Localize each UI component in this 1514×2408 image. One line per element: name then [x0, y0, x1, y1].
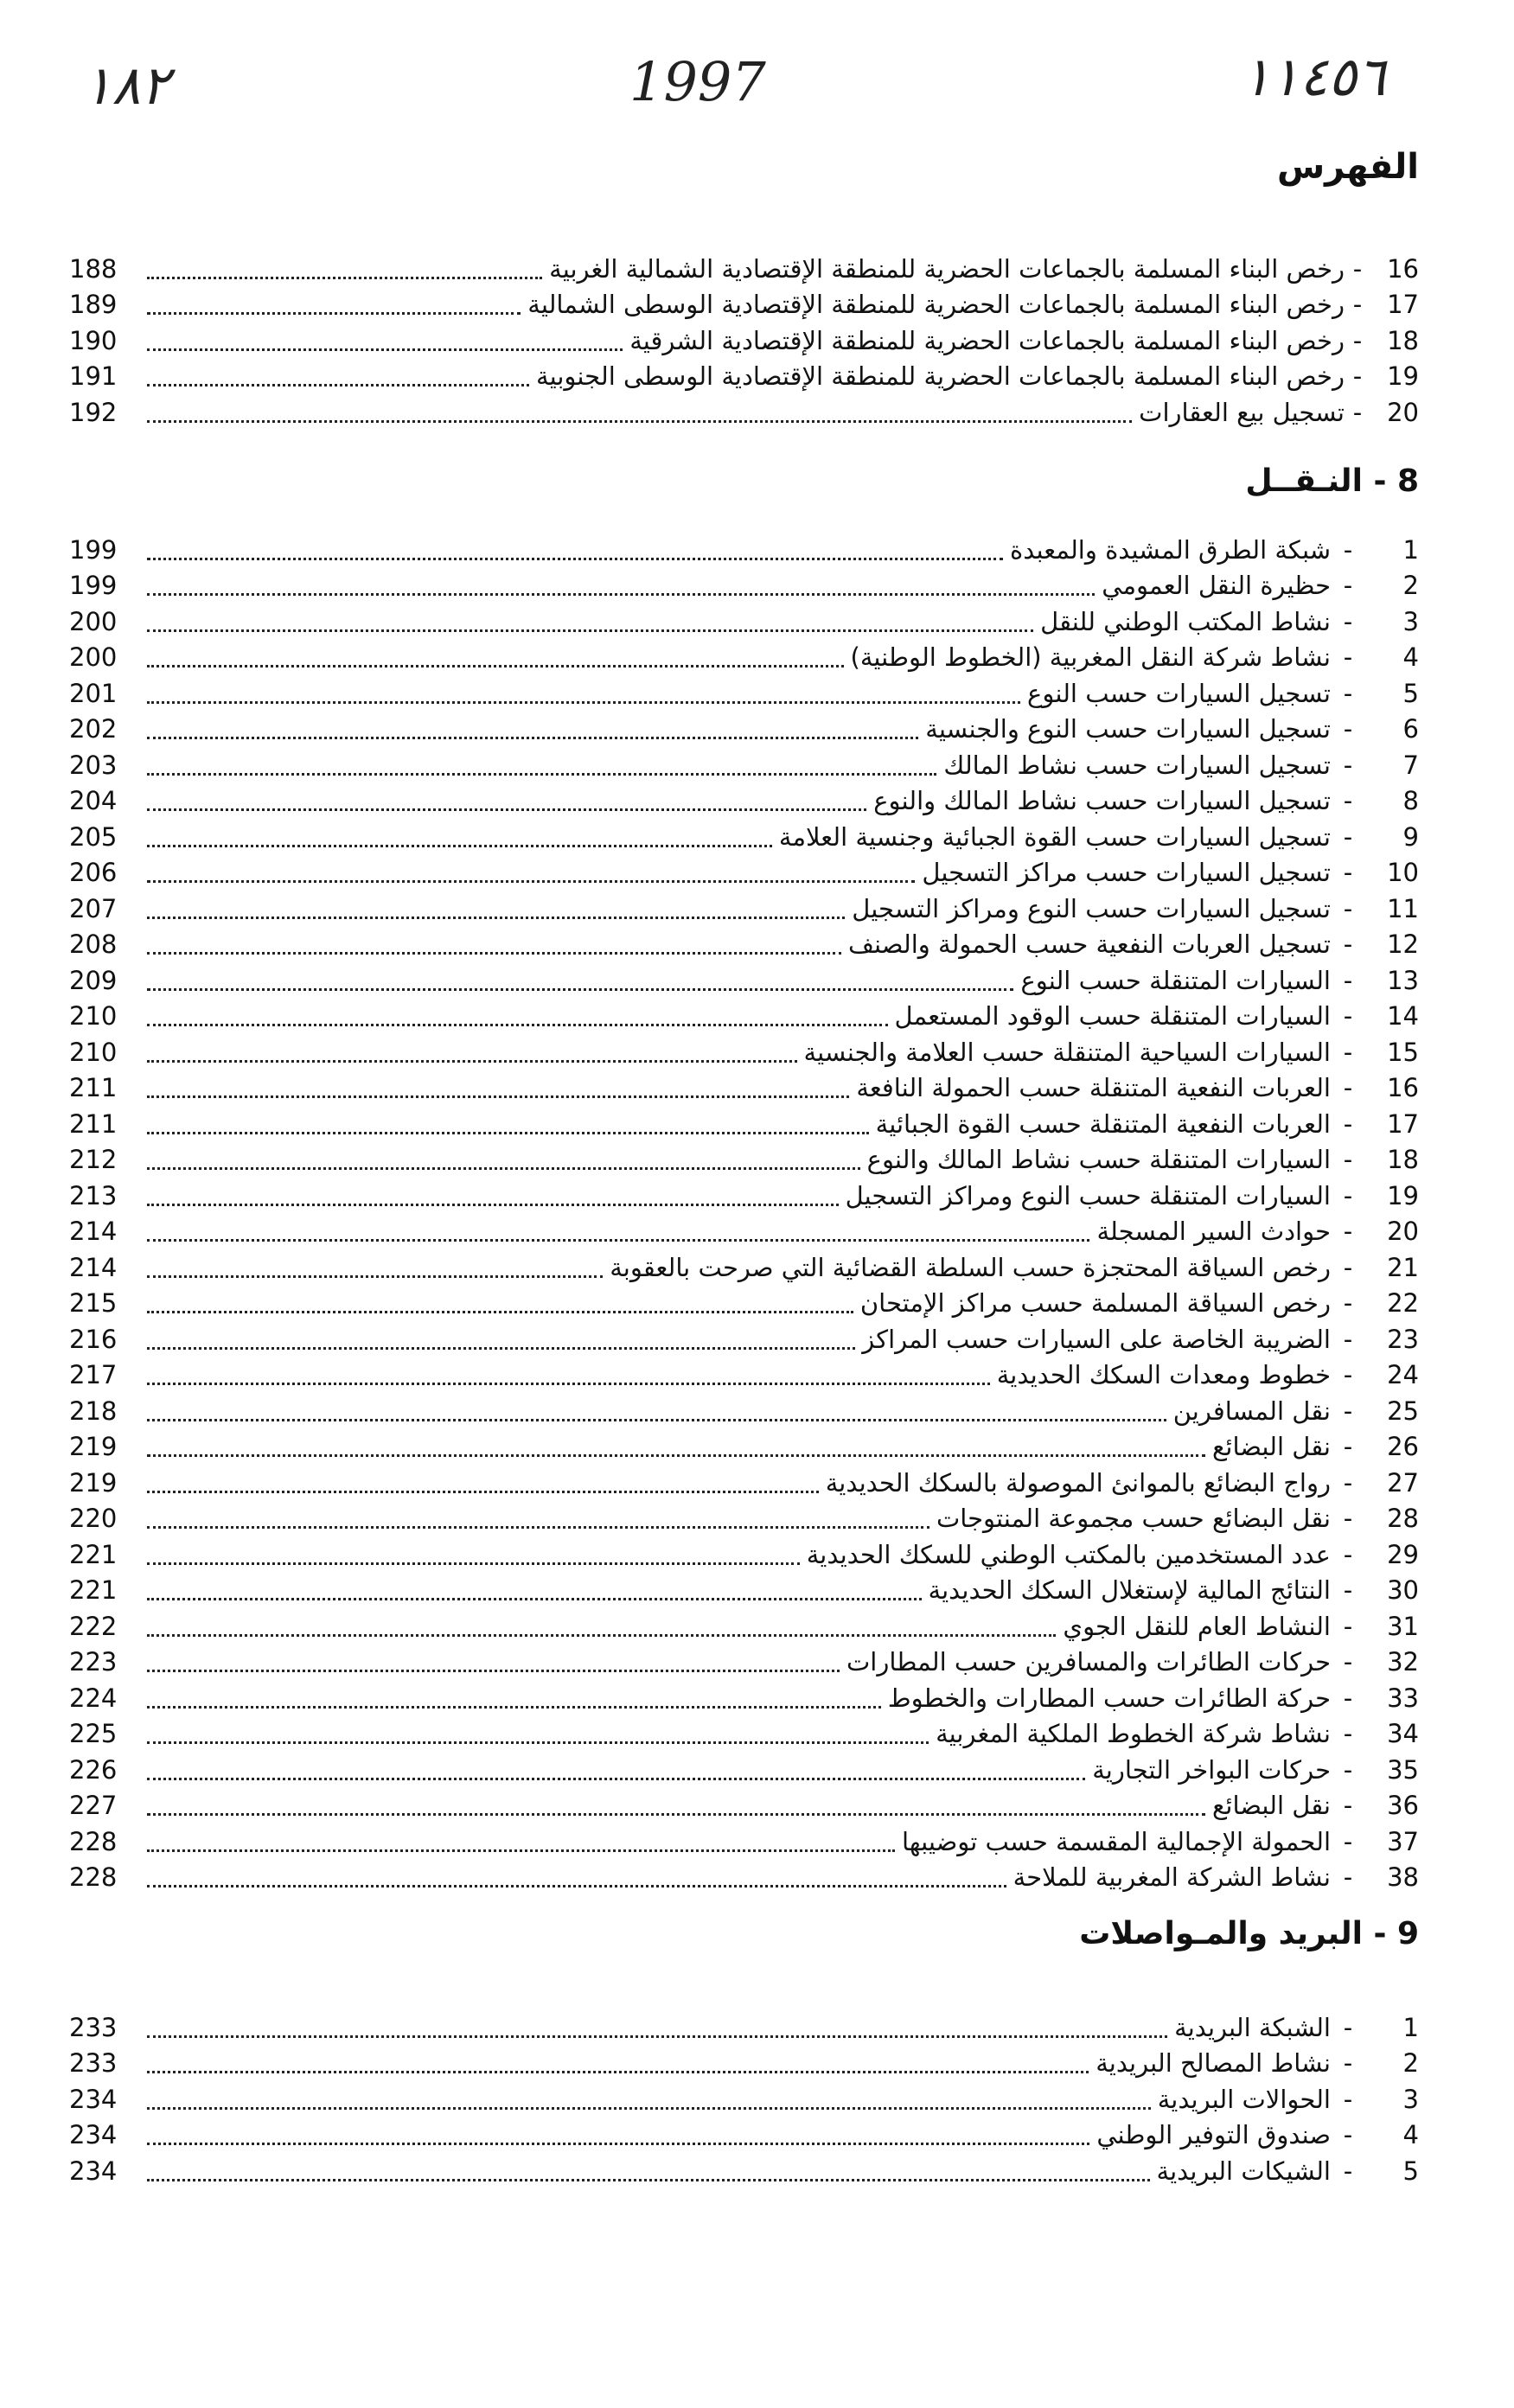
toc-entry — [69, 747, 1419, 783]
toc-entry-dash: - — [1343, 2156, 1353, 2186]
toc-entry-page: 209 — [69, 965, 118, 995]
toc-entry-dash: - — [1343, 2120, 1353, 2150]
toc-entry — [69, 1034, 1419, 1070]
toc-entry-label: العربات النفعية المتنقلة حسب القوة الجبائية — [875, 1108, 1331, 1139]
toc-entry-page: 234 — [69, 2084, 118, 2114]
toc-entry — [69, 2081, 1419, 2117]
toc-entry-leader — [147, 1562, 800, 1565]
toc-entry-leader — [147, 384, 529, 386]
toc-entry-page: 211 — [69, 1108, 118, 1139]
toc-entry-label: نشاط شركة النقل المغربية (الخطوط الوطنية) — [850, 642, 1331, 673]
toc-entry-number: 30 — [1387, 1575, 1419, 1606]
toc-entry — [69, 1501, 1419, 1537]
toc-entry-number: 7 — [1402, 750, 1419, 780]
toc-entry-dash: - — [1343, 1037, 1353, 1067]
toc-entry — [69, 819, 1419, 855]
toc-entry-dash: - — [1343, 1647, 1353, 1677]
toc-entry-label: السيارات السياحية المتنقلة حسب العلامة والجنسية — [803, 1037, 1331, 1067]
toc-entry-dash: - — [1343, 1001, 1353, 1032]
toc-entry — [69, 323, 1419, 359]
toc-entry-page: 234 — [69, 2156, 118, 2186]
toc-entry-leader — [147, 1598, 922, 1600]
toc-entry-leader — [147, 2107, 1151, 2110]
toc-entry-dash: - — [1343, 929, 1353, 960]
toc-entry-leader — [147, 1813, 1205, 1816]
toc-entry-dash: - — [1343, 571, 1353, 601]
toc-entry-dash: - — [1343, 2012, 1353, 2042]
toc-entry-dash: - — [1343, 1611, 1353, 1641]
toc-entry-label: نشاط المكتب الوطني للنقل — [1040, 606, 1331, 636]
toc-entry-label: نقل البضائع حسب مجموعة المنتوجات — [936, 1504, 1331, 1534]
toc-entry-leader — [147, 1670, 840, 1672]
toc-entry-dash: - — [1343, 2084, 1353, 2114]
toc-entry-page: 202 — [69, 714, 118, 744]
toc-entry-dash: - — [1343, 1180, 1353, 1210]
toc-entry-label: حركة الطائرات حسب المطارات والخطوط — [887, 1683, 1331, 1713]
toc-entry-number: 36 — [1387, 1791, 1419, 1821]
toc-entry-label: رخص السياقة المحتجزة حسب السلطة القضائية التي صرحت بالعقوبة — [610, 1252, 1331, 1282]
toc-entry — [69, 1645, 1419, 1681]
toc-entry-dash: - — [1343, 1754, 1353, 1785]
toc-entry-dash: - — [1343, 893, 1353, 923]
toc-entry-dash: - — [1343, 1396, 1353, 1426]
toc-entry-label: العربات النفعية المتنقلة حسب الحمولة النافعة — [856, 1073, 1331, 1103]
toc-entry — [69, 1680, 1419, 1716]
toc-entry-dash: - — [1343, 1145, 1353, 1175]
toc-entry-page: 191 — [69, 361, 118, 392]
toc-entry-dash: - — [1352, 253, 1363, 284]
toc-entry-number: 27 — [1387, 1467, 1419, 1498]
toc-entry-label: السيارات المتنقلة حسب نشاط المالك والنوع — [866, 1145, 1331, 1175]
toc-entry-leader — [147, 1347, 855, 1350]
toc-entry-number: 3 — [1402, 606, 1419, 636]
toc-entry — [69, 783, 1419, 820]
toc-entry-dash: - — [1343, 1288, 1353, 1319]
toc-entry-dash: - — [1343, 1862, 1353, 1893]
toc-entry-dash: - — [1343, 786, 1353, 816]
toc-entry-leader — [147, 737, 918, 739]
toc-entry-page: 199 — [69, 534, 118, 565]
toc-entry-label: السيارات المتنقلة حسب الوقود المستعمل — [894, 1001, 1331, 1032]
toc-entry-page: 223 — [69, 1647, 118, 1677]
toc-entry-number: 4 — [1402, 642, 1419, 673]
toc-entry — [69, 1536, 1419, 1573]
toc-entry — [69, 927, 1419, 963]
toc-entry-leader — [147, 420, 1132, 423]
toc-entry-leader — [147, 2179, 1150, 2181]
toc-entry-leader — [147, 1526, 929, 1529]
toc-entry-label: نشاط الشركة المغربية للملاحة — [1013, 1862, 1331, 1893]
toc-entry-label: رخص البناء المسلمة بالجماعات الحضرية للمنطقة الإقتصادية الوسطى الجنوبية — [536, 361, 1345, 392]
toc-entry-dash: - — [1343, 1683, 1353, 1713]
toc-entry-number: 34 — [1387, 1719, 1419, 1749]
toc-entry-page: 219 — [69, 1467, 118, 1498]
toc-entry-label: حظيرة النقل العمومي — [1102, 571, 1331, 601]
handwritten-mark-left: ١٨٢ — [83, 54, 169, 117]
toc-entry-leader — [147, 2071, 1089, 2073]
toc-entry — [69, 712, 1419, 748]
toc-entry-page: 205 — [69, 821, 118, 852]
toc-entry — [69, 999, 1419, 1035]
toc-entry-page: 224 — [69, 1683, 118, 1713]
toc-entry-page: 225 — [69, 1719, 118, 1749]
toc-entry-label: رخص البناء المسلمة بالجماعات الحضرية للمنطقة الإقتصادية الوسطى الشمالية — [527, 290, 1345, 320]
toc-entry-number: 32 — [1387, 1647, 1419, 1677]
toc-entry-label: الضريبة الخاصة على السيارات حسب المراكز — [862, 1324, 1331, 1354]
toc-entry-number: 6 — [1402, 714, 1419, 744]
toc-entry — [69, 251, 1419, 287]
toc-entry-leader — [147, 1419, 1166, 1421]
toc-entry-page: 220 — [69, 1504, 118, 1534]
toc-list-previous-section — [69, 251, 1419, 431]
toc-entry — [69, 1465, 1419, 1501]
toc-entry-label: خطوط ومعدات السكك الحديدية — [996, 1360, 1331, 1390]
toc-entry-page: 217 — [69, 1360, 118, 1390]
toc-entry-dash: - — [1343, 1504, 1353, 1534]
toc-entry-page: 233 — [69, 2048, 118, 2079]
toc-entry-label: نشاط شركة الخطوط الملكية المغربية — [936, 1719, 1331, 1749]
toc-entry-leader — [147, 917, 845, 919]
toc-entry-number: 8 — [1402, 786, 1419, 816]
toc-entry-leader — [147, 1885, 1006, 1887]
toc-entry-label: تسجيل السيارات حسب النوع — [1027, 678, 1331, 708]
toc-entry-number: 14 — [1387, 1001, 1419, 1032]
handwritten-mark-right: ١١٤٥٦ — [1242, 45, 1386, 108]
toc-entry-dash: - — [1352, 397, 1363, 427]
toc-entry-leader — [147, 1778, 1085, 1780]
toc-entry-leader — [147, 1275, 603, 1278]
toc-entry-leader — [147, 1132, 869, 1134]
toc-entry-dash: - — [1343, 2048, 1353, 2079]
toc-entry-page: 216 — [69, 1324, 118, 1354]
toc-entry-number: 17 — [1387, 290, 1419, 320]
toc-entry-leader — [147, 629, 1033, 632]
toc-list-transport — [69, 532, 1419, 1895]
toc-entry-number: 2 — [1402, 2048, 1419, 2079]
toc-entry-leader — [147, 1167, 860, 1170]
toc-entry-number: 15 — [1387, 1037, 1419, 1067]
toc-entry-number: 35 — [1387, 1754, 1419, 1785]
toc-entry-page: 221 — [69, 1575, 118, 1606]
toc-entry-leader — [147, 277, 542, 279]
toc-entry-dash: - — [1343, 1719, 1353, 1749]
toc-entry-label: الشبكة البريدية — [1174, 2012, 1331, 2042]
toc-entry-page: 213 — [69, 1180, 118, 1210]
toc-entry — [69, 1860, 1419, 1896]
toc-entry-page: 211 — [69, 1073, 118, 1103]
toc-entry-page: 219 — [69, 1432, 118, 1462]
toc-list-post — [69, 2009, 1419, 2189]
section-title-post: 9 - البريد والمـواصلات — [1079, 1916, 1419, 1951]
toc-entry-page: 215 — [69, 1288, 118, 1319]
toc-entry-number: 16 — [1387, 1073, 1419, 1103]
toc-entry — [69, 1357, 1419, 1394]
toc-entry-page: 222 — [69, 1611, 118, 1641]
toc-entry-leader — [147, 558, 1003, 560]
toc-entry-dash: - — [1343, 1217, 1353, 1247]
toc-entry-leader — [147, 1706, 881, 1709]
toc-entry-page: 199 — [69, 571, 118, 601]
toc-entry-label: تسجيل السيارات حسب نشاط المالك والنوع — [873, 786, 1331, 816]
toc-entry-label: حركات البواخر التجارية — [1092, 1754, 1331, 1785]
toc-entry — [69, 1214, 1419, 1250]
toc-entry-leader — [147, 1239, 1089, 1242]
toc-entry-dash: - — [1343, 678, 1353, 708]
toc-entry-dash: - — [1343, 714, 1353, 744]
toc-entry-number: 33 — [1387, 1683, 1419, 1713]
toc-entry-number: 4 — [1402, 2120, 1419, 2150]
toc-entry-number: 38 — [1387, 1862, 1419, 1893]
toc-entry-label: نقل البضائع — [1211, 1791, 1331, 1821]
toc-entry-page: 188 — [69, 253, 118, 284]
toc-entry — [69, 640, 1419, 676]
toc-entry-number: 12 — [1387, 929, 1419, 960]
toc-entry-dash: - — [1343, 1575, 1353, 1606]
toc-entry-label: رخص البناء المسلمة بالجماعات الحضرية للمنطقة الإقتصادية الشمالية الغربية — [549, 253, 1345, 284]
toc-entry-label: شبكة الطرق المشيدة والمعبدة — [1010, 534, 1331, 565]
toc-entry — [69, 675, 1419, 712]
toc-entry — [69, 1142, 1419, 1178]
toc-entry-number: 16 — [1387, 253, 1419, 284]
toc-entry-leader — [147, 1741, 929, 1744]
toc-entry-leader — [147, 773, 936, 776]
toc-entry — [69, 1573, 1419, 1609]
toc-entry-label: رخص البناء المسلمة بالجماعات الحضرية للمنطقة الإقتصادية الشرقية — [629, 325, 1345, 355]
toc-entry-dash: - — [1352, 290, 1363, 320]
toc-entry-label: النشاط العام للنقل الجوي — [1063, 1611, 1331, 1641]
toc-entry-leader — [147, 988, 1013, 991]
toc-entry-dash: - — [1343, 858, 1353, 888]
toc-entry-dash: - — [1343, 821, 1353, 852]
toc-entry-leader — [147, 2143, 1089, 2145]
toc-entry-number: 1 — [1402, 534, 1419, 565]
toc-entry-page: 206 — [69, 858, 118, 888]
toc-entry-leader — [147, 1454, 1205, 1457]
toc-entry-leader — [147, 1060, 797, 1063]
toc-entry-label: رواج البضائع بالموانئ الموصولة بالسكك الحديدية — [825, 1467, 1331, 1498]
toc-entry-leader — [147, 701, 1020, 704]
toc-entry-page: 228 — [69, 1826, 118, 1856]
toc-entry-leader — [147, 1634, 1056, 1637]
toc-entry-number: 1 — [1402, 2012, 1419, 2042]
toc-entry-dash: - — [1343, 1073, 1353, 1103]
toc-entry-label: حوادث السير المسجلة — [1096, 1217, 1331, 1247]
toc-entry — [69, 394, 1419, 431]
toc-entry-dash: - — [1343, 1467, 1353, 1498]
toc-entry-label: تسجيل العربات النفعية حسب الحمولة والصنف — [848, 929, 1331, 960]
toc-entry — [69, 1752, 1419, 1788]
toc-entry-dash: - — [1343, 1108, 1353, 1139]
toc-entry-label: الحمولة الإجمالية المقسمة حسب توضيبها — [901, 1826, 1331, 1856]
toc-entry-number: 21 — [1387, 1252, 1419, 1282]
toc-entry — [69, 1070, 1419, 1107]
toc-entry — [69, 1249, 1419, 1286]
toc-entry-leader — [147, 1311, 853, 1313]
toc-entry-label: نقل البضائع — [1211, 1432, 1331, 1462]
toc-entry — [69, 1788, 1419, 1824]
toc-entry-number: 11 — [1387, 893, 1419, 923]
toc-entry-number: 22 — [1387, 1288, 1419, 1319]
toc-entry — [69, 2153, 1419, 2189]
toc-entry-number: 29 — [1387, 1539, 1419, 1569]
toc-entry-leader — [147, 1095, 849, 1098]
toc-entry-number: 18 — [1387, 1145, 1419, 1175]
toc-entry-number: 5 — [1402, 2156, 1419, 2186]
toc-entry-page: 192 — [69, 397, 118, 427]
toc-entry-page: 218 — [69, 1396, 118, 1426]
toc-entry-leader — [147, 312, 521, 315]
toc-entry — [69, 2046, 1419, 2082]
toc-entry-number: 13 — [1387, 965, 1419, 995]
toc-entry-leader — [147, 1204, 839, 1206]
toc-entry-leader — [147, 952, 841, 955]
toc-entry-page: 228 — [69, 1862, 118, 1893]
toc-entry-dash: - — [1343, 1539, 1353, 1569]
toc-entry-dash: - — [1343, 606, 1353, 636]
toc-entry-page: 214 — [69, 1217, 118, 1247]
toc-entry-page: 214 — [69, 1252, 118, 1282]
toc-entry — [69, 359, 1419, 395]
toc-entry-page: 210 — [69, 1037, 118, 1067]
toc-entry-label: تسجيل السيارات حسب مراكز التسجيل — [922, 858, 1331, 888]
toc-entry-label: تسجيل بيع العقارات — [1139, 397, 1345, 427]
toc-entry — [69, 604, 1419, 640]
toc-entry-leader — [147, 808, 866, 811]
toc-entry — [69, 1106, 1419, 1142]
toc-entry-number: 18 — [1387, 325, 1419, 355]
toc-entry-number: 10 — [1387, 858, 1419, 888]
toc-entry — [69, 1716, 1419, 1753]
toc-entry-number: 25 — [1387, 1396, 1419, 1426]
toc-entry-leader — [147, 348, 623, 351]
toc-entry-number: 28 — [1387, 1504, 1419, 1534]
toc-entry — [69, 2117, 1419, 2154]
toc-entry-dash: - — [1343, 1252, 1353, 1282]
toc-entry-page: 200 — [69, 606, 118, 636]
toc-entry-number: 5 — [1402, 678, 1419, 708]
toc-entry-dash: - — [1343, 750, 1353, 780]
toc-entry — [69, 568, 1419, 604]
toc-entry-dash: - — [1343, 1791, 1353, 1821]
toc-entry-page: 200 — [69, 642, 118, 673]
toc-entry-label: نشاط المصالح البريدية — [1096, 2048, 1331, 2079]
toc-entry-leader — [147, 1024, 888, 1026]
toc-entry-number: 31 — [1387, 1611, 1419, 1641]
toc-entry-number: 19 — [1387, 361, 1419, 392]
toc-entry-page: 233 — [69, 2012, 118, 2042]
toc-entry-label: الشيكات البريدية — [1156, 2156, 1331, 2186]
toc-entry-label: عدد المستخدمين بالمكتب الوطني للسكك الحديدية — [806, 1539, 1331, 1569]
toc-entry-label: نقل المسافرين — [1172, 1396, 1331, 1426]
toc-entry-dash: - — [1352, 325, 1363, 355]
toc-entry-dash: - — [1343, 642, 1353, 673]
toc-entry-page: 210 — [69, 1001, 118, 1032]
toc-entry-label: تسجيل السيارات حسب النوع ومراكز التسجيل — [852, 893, 1331, 923]
toc-entry-label: صندوق التوفير الوطني — [1096, 2120, 1331, 2150]
toc-entry-label: تسجيل السيارات حسب القوة الجبائية وجنسية العلامة — [778, 821, 1331, 852]
toc-entry-label: الحوالات البريدية — [1157, 2084, 1331, 2114]
toc-entry — [69, 1393, 1419, 1429]
toc-entry-leader — [147, 1849, 895, 1852]
toc-entry-number: 24 — [1387, 1360, 1419, 1390]
toc-entry-leader — [147, 845, 772, 847]
toc-entry-dash: - — [1343, 1324, 1353, 1354]
toc-entry-page: 208 — [69, 929, 118, 960]
toc-entry — [69, 1608, 1419, 1645]
toc-entry-number: 37 — [1387, 1826, 1419, 1856]
toc-entry — [69, 891, 1419, 927]
toc-entry-page: 201 — [69, 678, 118, 708]
toc-entry-label: السيارات المتنقلة حسب النوع ومراكز التسجيل — [845, 1180, 1331, 1210]
page-title: الفهرس — [1276, 147, 1419, 187]
toc-entry-leader — [147, 593, 1095, 596]
toc-entry-page: 212 — [69, 1145, 118, 1175]
toc-entry-number: 19 — [1387, 1180, 1419, 1210]
toc-entry — [69, 1321, 1419, 1357]
toc-entry-dash: - — [1343, 965, 1353, 995]
toc-entry-number: 20 — [1387, 1217, 1419, 1247]
toc-entry-label: تسجيل السيارات حسب نشاط المالك — [943, 750, 1331, 780]
toc-entry-page: 207 — [69, 893, 118, 923]
toc-entry-label: تسجيل السيارات حسب النوع والجنسية — [925, 714, 1331, 744]
toc-entry-number: 26 — [1387, 1432, 1419, 1462]
toc-entry-page: 190 — [69, 325, 118, 355]
toc-entry-number: 9 — [1402, 821, 1419, 852]
toc-entry-number: 23 — [1387, 1324, 1419, 1354]
toc-entry-leader — [147, 1383, 990, 1385]
toc-entry-dash: - — [1343, 1432, 1353, 1462]
toc-entry — [69, 1286, 1419, 1322]
toc-entry-dash: - — [1352, 361, 1363, 392]
toc-entry — [69, 1429, 1419, 1466]
toc-entry — [69, 532, 1419, 568]
toc-entry-dash: - — [1343, 1826, 1353, 1856]
toc-entry-page: 227 — [69, 1791, 118, 1821]
toc-entry-number: 20 — [1387, 397, 1419, 427]
toc-entry-page: 204 — [69, 786, 118, 816]
toc-entry-page: 221 — [69, 1539, 118, 1569]
toc-entry — [69, 855, 1419, 891]
toc-entry-label: السيارات المتنقلة حسب النوع — [1020, 965, 1331, 995]
toc-entry-label: النتائج المالية لإستغلال السكك الحديدية — [928, 1575, 1331, 1606]
toc-entry-leader — [147, 665, 844, 667]
handwritten-year: 1997 — [629, 50, 766, 113]
toc-entry-label: رخص السياقة المسلمة حسب مراكز الإمتحان — [859, 1288, 1331, 1319]
toc-entry-leader — [147, 1491, 819, 1493]
toc-entry-page: 226 — [69, 1754, 118, 1785]
toc-entry-page: 189 — [69, 290, 118, 320]
toc-entry-label: حركات الطائرات والمسافرين حسب المطارات — [846, 1647, 1331, 1677]
toc-entry-leader — [147, 880, 915, 883]
toc-entry-page: 203 — [69, 750, 118, 780]
toc-entry-leader — [147, 2035, 1167, 2038]
toc-entry — [69, 962, 1419, 999]
toc-entry-dash: - — [1343, 534, 1353, 565]
toc-entry-number: 17 — [1387, 1108, 1419, 1139]
toc-entry — [69, 1824, 1419, 1860]
section-title-transport: 8 - النـقــل — [1245, 463, 1419, 499]
toc-entry-number: 2 — [1402, 571, 1419, 601]
toc-entry-page: 234 — [69, 2120, 118, 2150]
toc-entry — [69, 287, 1419, 323]
toc-entry-dash: - — [1343, 1360, 1353, 1390]
toc-entry — [69, 2009, 1419, 2046]
toc-entry-number: 3 — [1402, 2084, 1419, 2114]
toc-entry — [69, 1178, 1419, 1214]
